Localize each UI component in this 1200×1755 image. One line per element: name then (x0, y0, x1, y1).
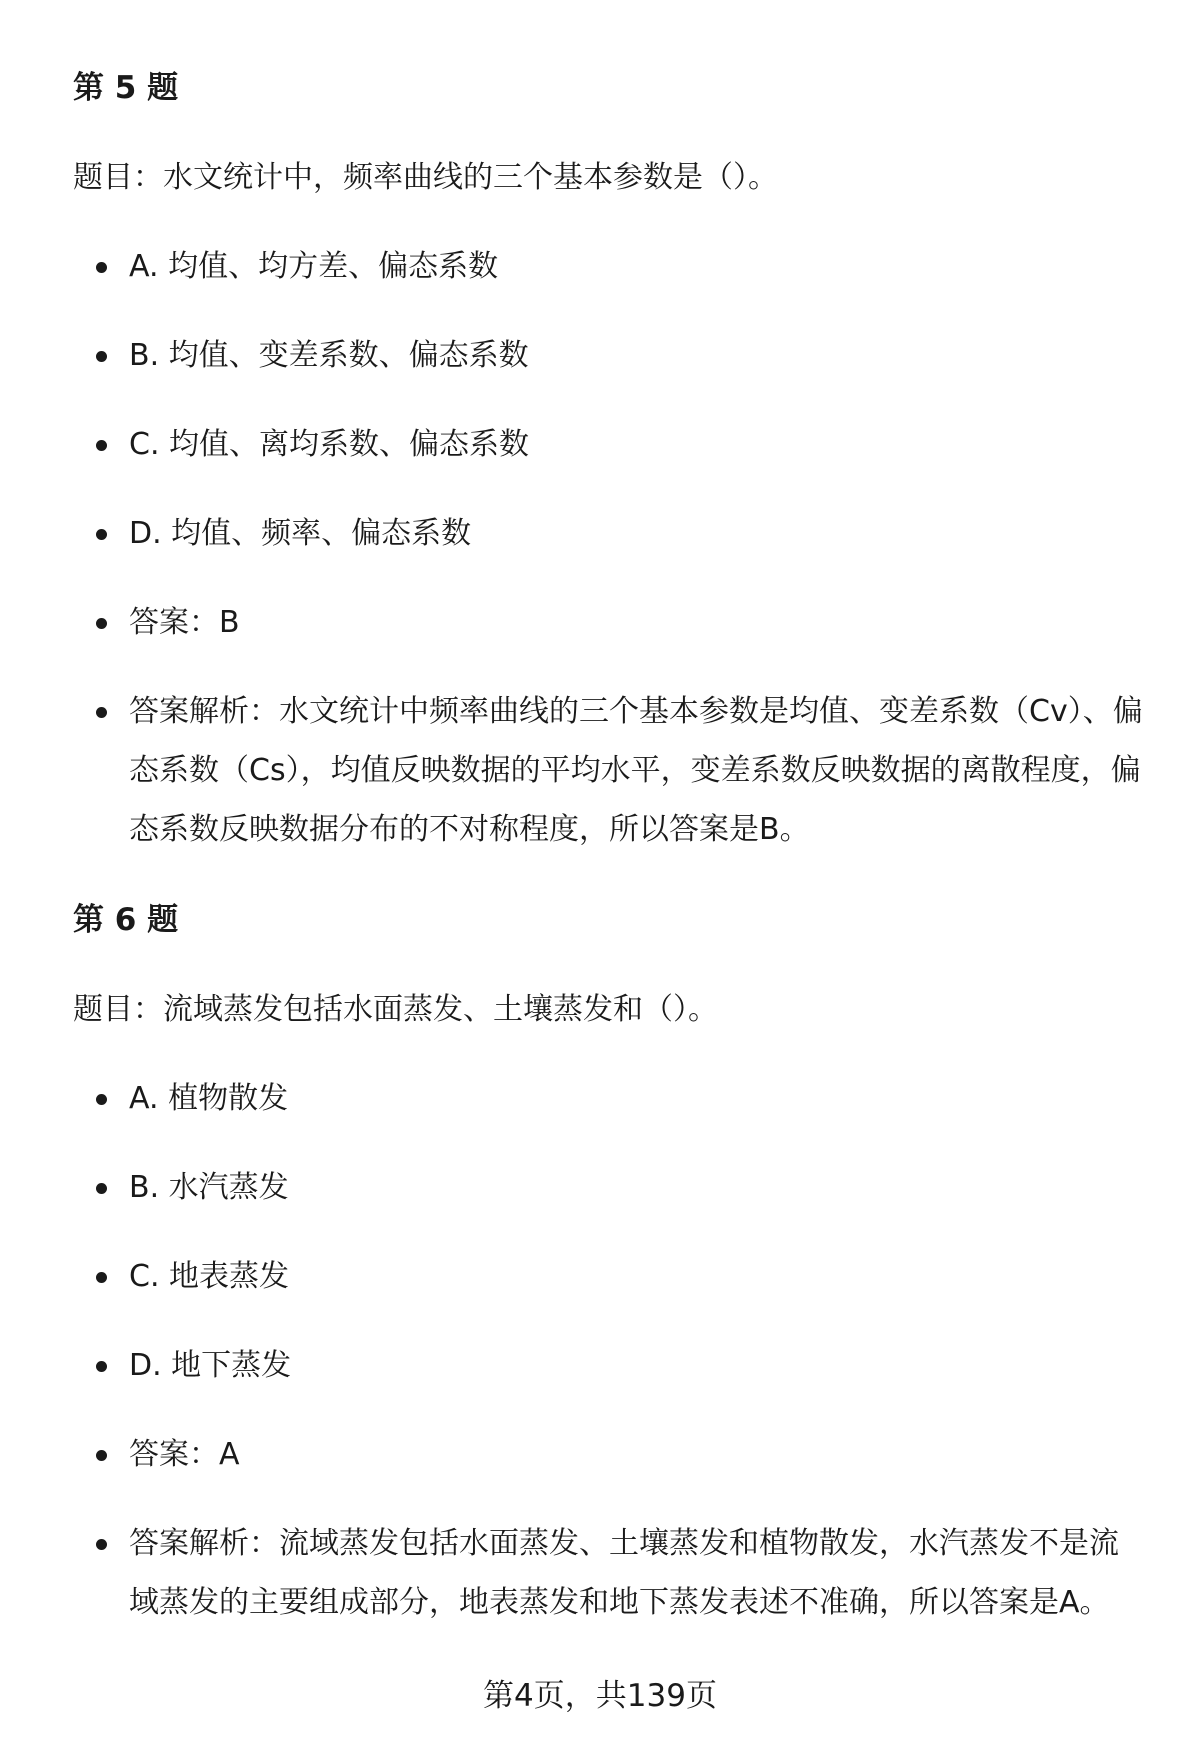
bullet-icon (96, 1183, 107, 1194)
question-stem: 题目：流域蒸发包括水面蒸发、土壤蒸发和（）。 (73, 992, 718, 1027)
option-text: A. 均值、均方差、偏态系数 (129, 249, 499, 284)
bullet-icon (96, 707, 107, 718)
bullet-icon (96, 1094, 107, 1105)
option-item (96, 425, 1146, 465)
analysis-text: 答案解析：水文统计中频率曲线的三个基本参数是均值、变差系数（Cv）、偏态系数（Cs），均值反映数据的平均水平，变差系数反映数据的离散程度，偏态系数反映数据分布的不对称程度，所以答案是B。 (129, 694, 1143, 847)
option-text: D. 地下蒸发 (129, 1348, 292, 1383)
option-item (96, 336, 1146, 376)
option-text: A. 植物散发 (129, 1081, 289, 1116)
answer-item (96, 1435, 1146, 1475)
bullet-icon (96, 1361, 107, 1372)
option-item (96, 1168, 1146, 1208)
bullet-icon (96, 351, 107, 362)
question-stem: 题目：水文统计中，频率曲线的三个基本参数是（）。 (73, 160, 778, 195)
bullet-icon (96, 262, 107, 273)
option-item (96, 514, 1146, 554)
bullet-icon (96, 1539, 107, 1550)
option-text: C. 地表蒸发 (129, 1259, 290, 1294)
option-item (96, 247, 1146, 287)
bullet-icon (96, 440, 107, 451)
answer-text: 答案：B (129, 605, 240, 640)
option-text: B. 均值、变差系数、偏态系数 (129, 338, 529, 373)
question-title: 第 6 题 (73, 902, 179, 938)
page-footer: 第4页，共139页 (483, 1678, 717, 1714)
option-text: B. 水汽蒸发 (129, 1170, 289, 1205)
option-item (96, 1257, 1146, 1297)
answer-text: 答案：A (129, 1437, 240, 1472)
analysis-item (96, 1524, 1146, 1632)
option-item (96, 1346, 1146, 1386)
answer-item (96, 603, 1146, 643)
analysis-item (96, 692, 1146, 859)
bullet-icon (96, 529, 107, 540)
option-text: D. 均值、频率、偏态系数 (129, 516, 472, 551)
option-text: C. 均值、离均系数、偏态系数 (129, 427, 530, 462)
option-item (96, 1079, 1146, 1119)
bullet-icon (96, 1450, 107, 1461)
bullet-icon (96, 618, 107, 629)
question-title: 第 5 题 (73, 70, 179, 106)
analysis-text: 答案解析：流域蒸发包括水面蒸发、土壤蒸发和植物散发，水汽蒸发不是流域蒸发的主要组成部分，地表蒸发和地下蒸发表述不准确，所以答案是A。 (129, 1526, 1119, 1620)
bullet-icon (96, 1272, 107, 1283)
